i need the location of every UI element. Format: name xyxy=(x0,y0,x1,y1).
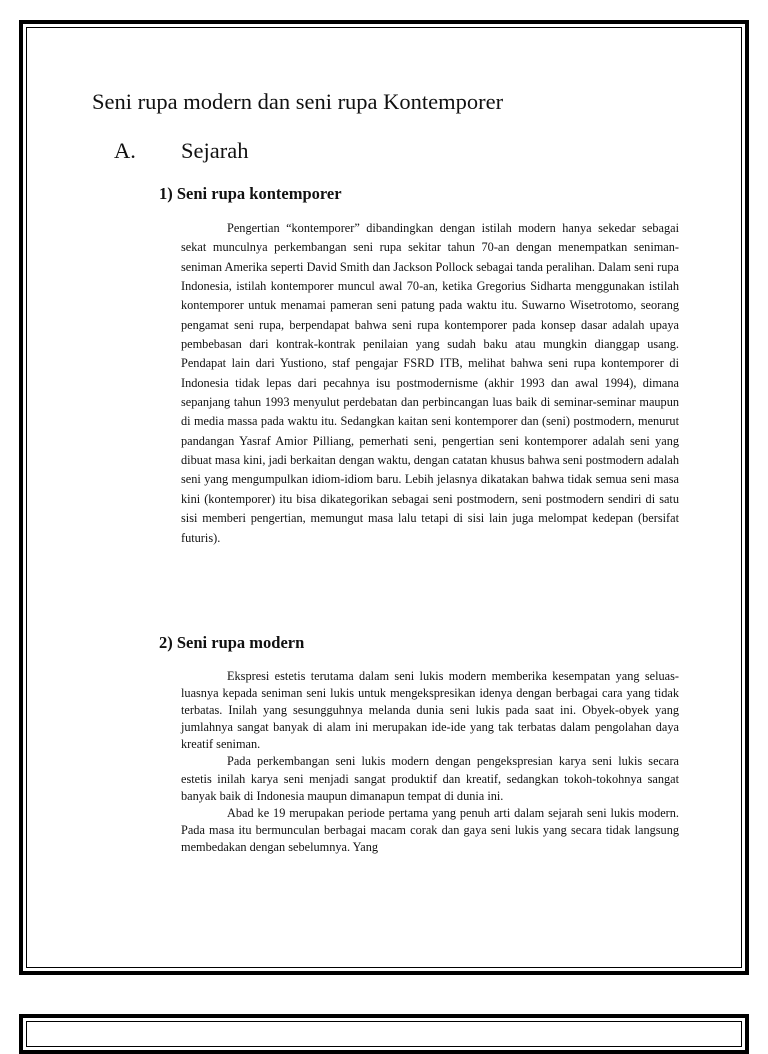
paragraph: Pada perkembangan seni lukis modern dengan pengekspresian karya seni lukis secara estetis inilah karya seni menjadi sangat produktif dan kreatif, sedangkan tokoh-tokohnya sangat banyak baik di Indonesia maupun dimanapun tempat di dunia ini. xyxy=(181,754,679,803)
kontemporer-body xyxy=(181,219,679,548)
section-heading xyxy=(114,138,248,164)
section-title: Sejarah xyxy=(181,138,249,163)
paragraph: Pengertian “kontemporer” dibandingkan dengan istilah modern hanya sekedar sebagai sekat munculnya perkembangan seni rupa sekitar tahun 70-an dengan menempatkan seniman-seniman Amerika seperti David Smith dan Jackson Pollock sebagai tanda peralihan. Dalam seni rupa Indonesia, istilah kontemporer muncul awal 70-an, ketika Gregorius Sidharta menggunakan istilah kontemporer untuk menamai pameran seni patung pada waktu itu. Suwarno Wisetrotomo, seorang pengamat seni rupa, berpendapat bahwa seni rupa kontemporer pada konsep dasar adalah upaya pembebasan dari kontrak-kontrak penilaian yang sudah baku atau mungkin dianggap usang. Pendapat lain dari Yustiono, staf pengajar FSRD ITB, melihat bahwa seni rupa kontemporer di Indonesia tidak lepas dari pecahnya isu postmodernisme (akhir 1993 dan awal 1994), dimana sepanjang tahun 1993 menyulut perdebatan dan perbincangan luas baik di seminar-seminar maupun di media massa pada waktu itu. Sedangkan kaitan seni kontemporer dan (seni) postmodern, menurut pandangan Yasraf Amior Pilliang, pemerhati seni, pengertian seni kontemporer adalah seni yang dibuat masa kini, jadi berkaitan dengan waktu, dengan catatan khusus bahwa seni postmodern adalah seni yang mengumpulkan idiom-idiom baru. Lebih jelasnya dikatakan bahwa tidak semua seni masa kini (kontemporer) itu bisa dikategorikan sebagai seni postmodern, seni postmodern sendiri di satu sisi memberi pengertian, memungut masa lalu tetapi di sisi lain juga melompat kedepan (bersifat futuris). xyxy=(181,221,679,545)
next-page-border xyxy=(19,1014,749,1054)
subsection-heading-kontemporer: 1) Seni rupa kontemporer xyxy=(159,184,342,203)
next-page-border-inner xyxy=(26,1021,742,1047)
section-number: A. xyxy=(114,138,136,163)
document-title: Seni rupa modern dan seni rupa Kontemporer xyxy=(92,89,504,114)
modern-body xyxy=(181,668,679,856)
paragraph: Abad ke 19 merupakan periode pertama yang penuh arti dalam sejarah seni lukis modern. Pada masa itu bermunculan berbagai macam corak dan gaya seni lukis yang secara tidak langsung membedakan dengan sebelumnya. Yang xyxy=(181,805,679,854)
subsection-heading-modern: 2) Seni rupa modern xyxy=(159,633,305,652)
paragraph: Ekspresi estetis terutama dalam seni lukis modern memberika kesempatan yang seluas-luasnya kepada seniman seni lukis untuk mengekspresikan idenya dengan berbagai cara yang tidak terbatas. Inilah yang sesungguhnya melanda dunia seni lukis pada saat ini. Obyek-obyek yang jumlahnya sangat banyak di alam ini merupakan ide-ide yang tak terbatas dalam pengolahan daya kreatif seniman. xyxy=(181,669,679,752)
